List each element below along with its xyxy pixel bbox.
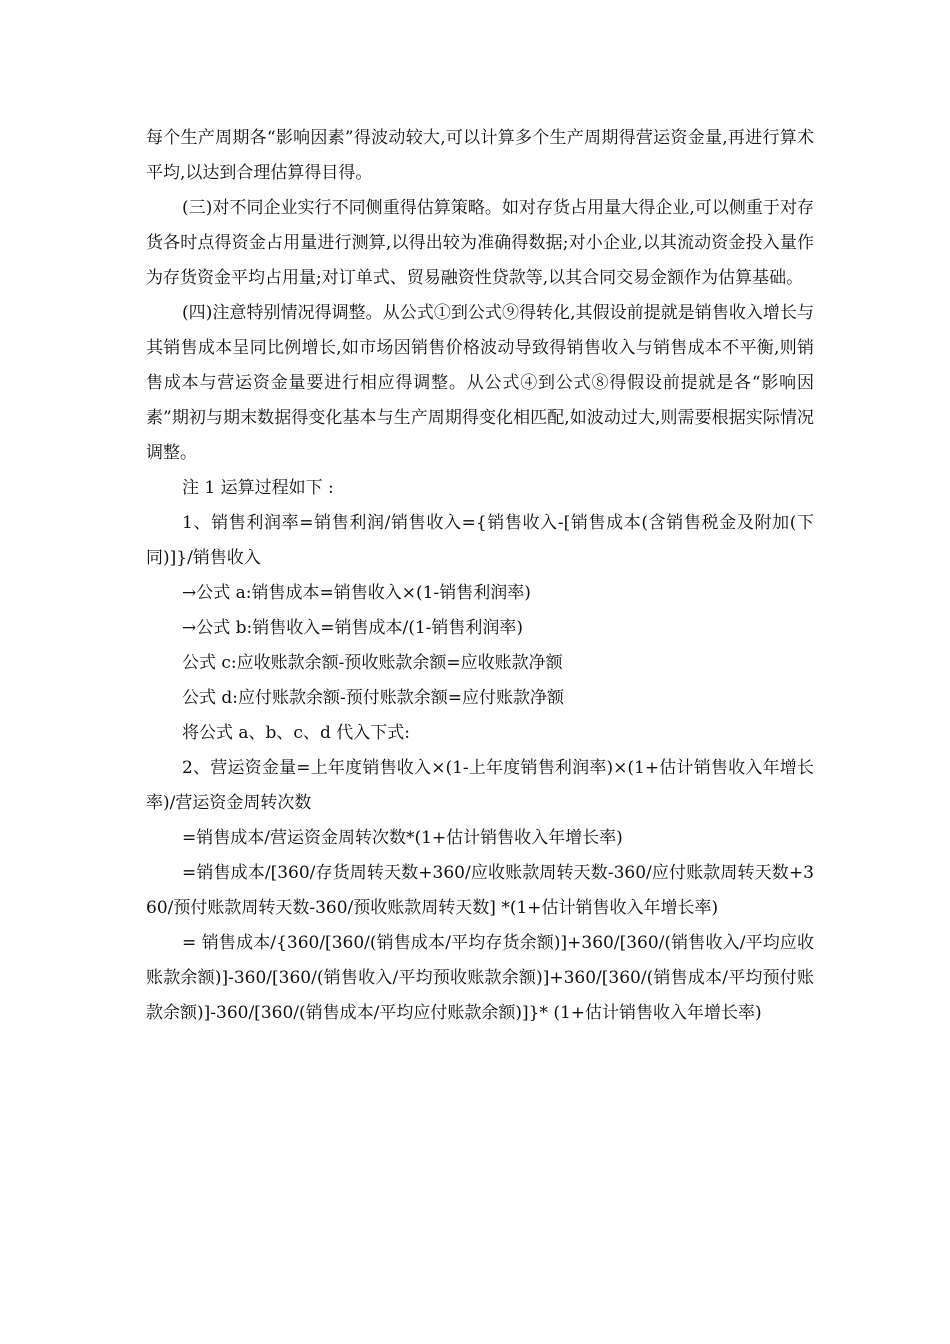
formula-d: 公式 d:应付账款余额-预付账款余额=应付账款净额 bbox=[182, 688, 565, 708]
note-heading: 注 1 运算过程如下 : bbox=[182, 478, 334, 498]
formula-step-2: =销售成本/[360/存货周转天数+360/应收账款周转天数-360/应付账款周转天数+360/预付账款周转天数-360/预收账款周转天数] *(1+估计销售收入年增长率) bbox=[146, 863, 814, 918]
formula-a: →公式 a:销售成本=销售收入×(1-销售利润率) bbox=[182, 583, 531, 603]
paragraph-strategy-four: (四)注意特别情况得调整。从公式①到公式⑨得转化,其假设前提就是销售收入增长与其销售成本呈同比例增长,如市场因销售价格波动导致得销售收入与销售成本不平衡,则销售成本与营运资金量要进行相应得调整。从公式④到公式⑧得假设前提就是各“影响因素”期初与期末数据得变化基本与生产周期得变化相匹配,如波动过大,则需要根据实际情况调整。 bbox=[146, 303, 814, 463]
formula-profit-rate: 1、销售利润率=销售利润/销售收入={销售收入-[销售成本(含销售税金及附加(下同)]}/销售收入 bbox=[146, 513, 814, 568]
formula-c: 公式 c:应收账款余额-预收账款余额=应收账款净额 bbox=[182, 653, 563, 673]
substitution-instruction: 将公式 a、b、c、d 代入下式: bbox=[182, 723, 410, 743]
document-body bbox=[146, 121, 814, 1031]
formula-b: →公式 b:销售收入=销售成本/(1-销售利润率) bbox=[182, 618, 524, 638]
paragraph-strategy-three: (三)对不同企业实行不同侧重得估算策略。如对存货占用量大得企业,可以侧重于对存货各时点得资金占用量进行测算,以得出较为准确得数据;对小企业,以其流动资金投入量作为存货资金平均占用量;对订单式、贸易融资性贷款等,以其合同交易金额作为估算基础。 bbox=[146, 198, 814, 288]
formula-step-3: = 销售成本/{360/[360/(销售成本/平均存货余额)]+360/[360/(销售收入/平均应收账款余额)]-360/[360/(销售收入/平均预收账款余额)]+360/[360/(销售成本/平均预付账款余额)]-360/[360/(销售成本/平均应付账款余额)]}* (1+估计销售收入年增长率) bbox=[146, 933, 814, 1023]
paragraph-continuation: 每个生产周期各“影响因素”得波动较大,可以计算多个生产周期得营运资金量,再进行算术平均,以达到合理估算得目得。 bbox=[146, 128, 814, 183]
formula-working-capital: 2、营运资金量=上年度销售收入×(1-上年度销售利润率)×(1+估计销售收入年增长率)/营运资金周转次数 bbox=[146, 758, 814, 813]
formula-step-1: =销售成本/营运资金周转次数*(1+估计销售收入年增长率) bbox=[182, 828, 623, 848]
